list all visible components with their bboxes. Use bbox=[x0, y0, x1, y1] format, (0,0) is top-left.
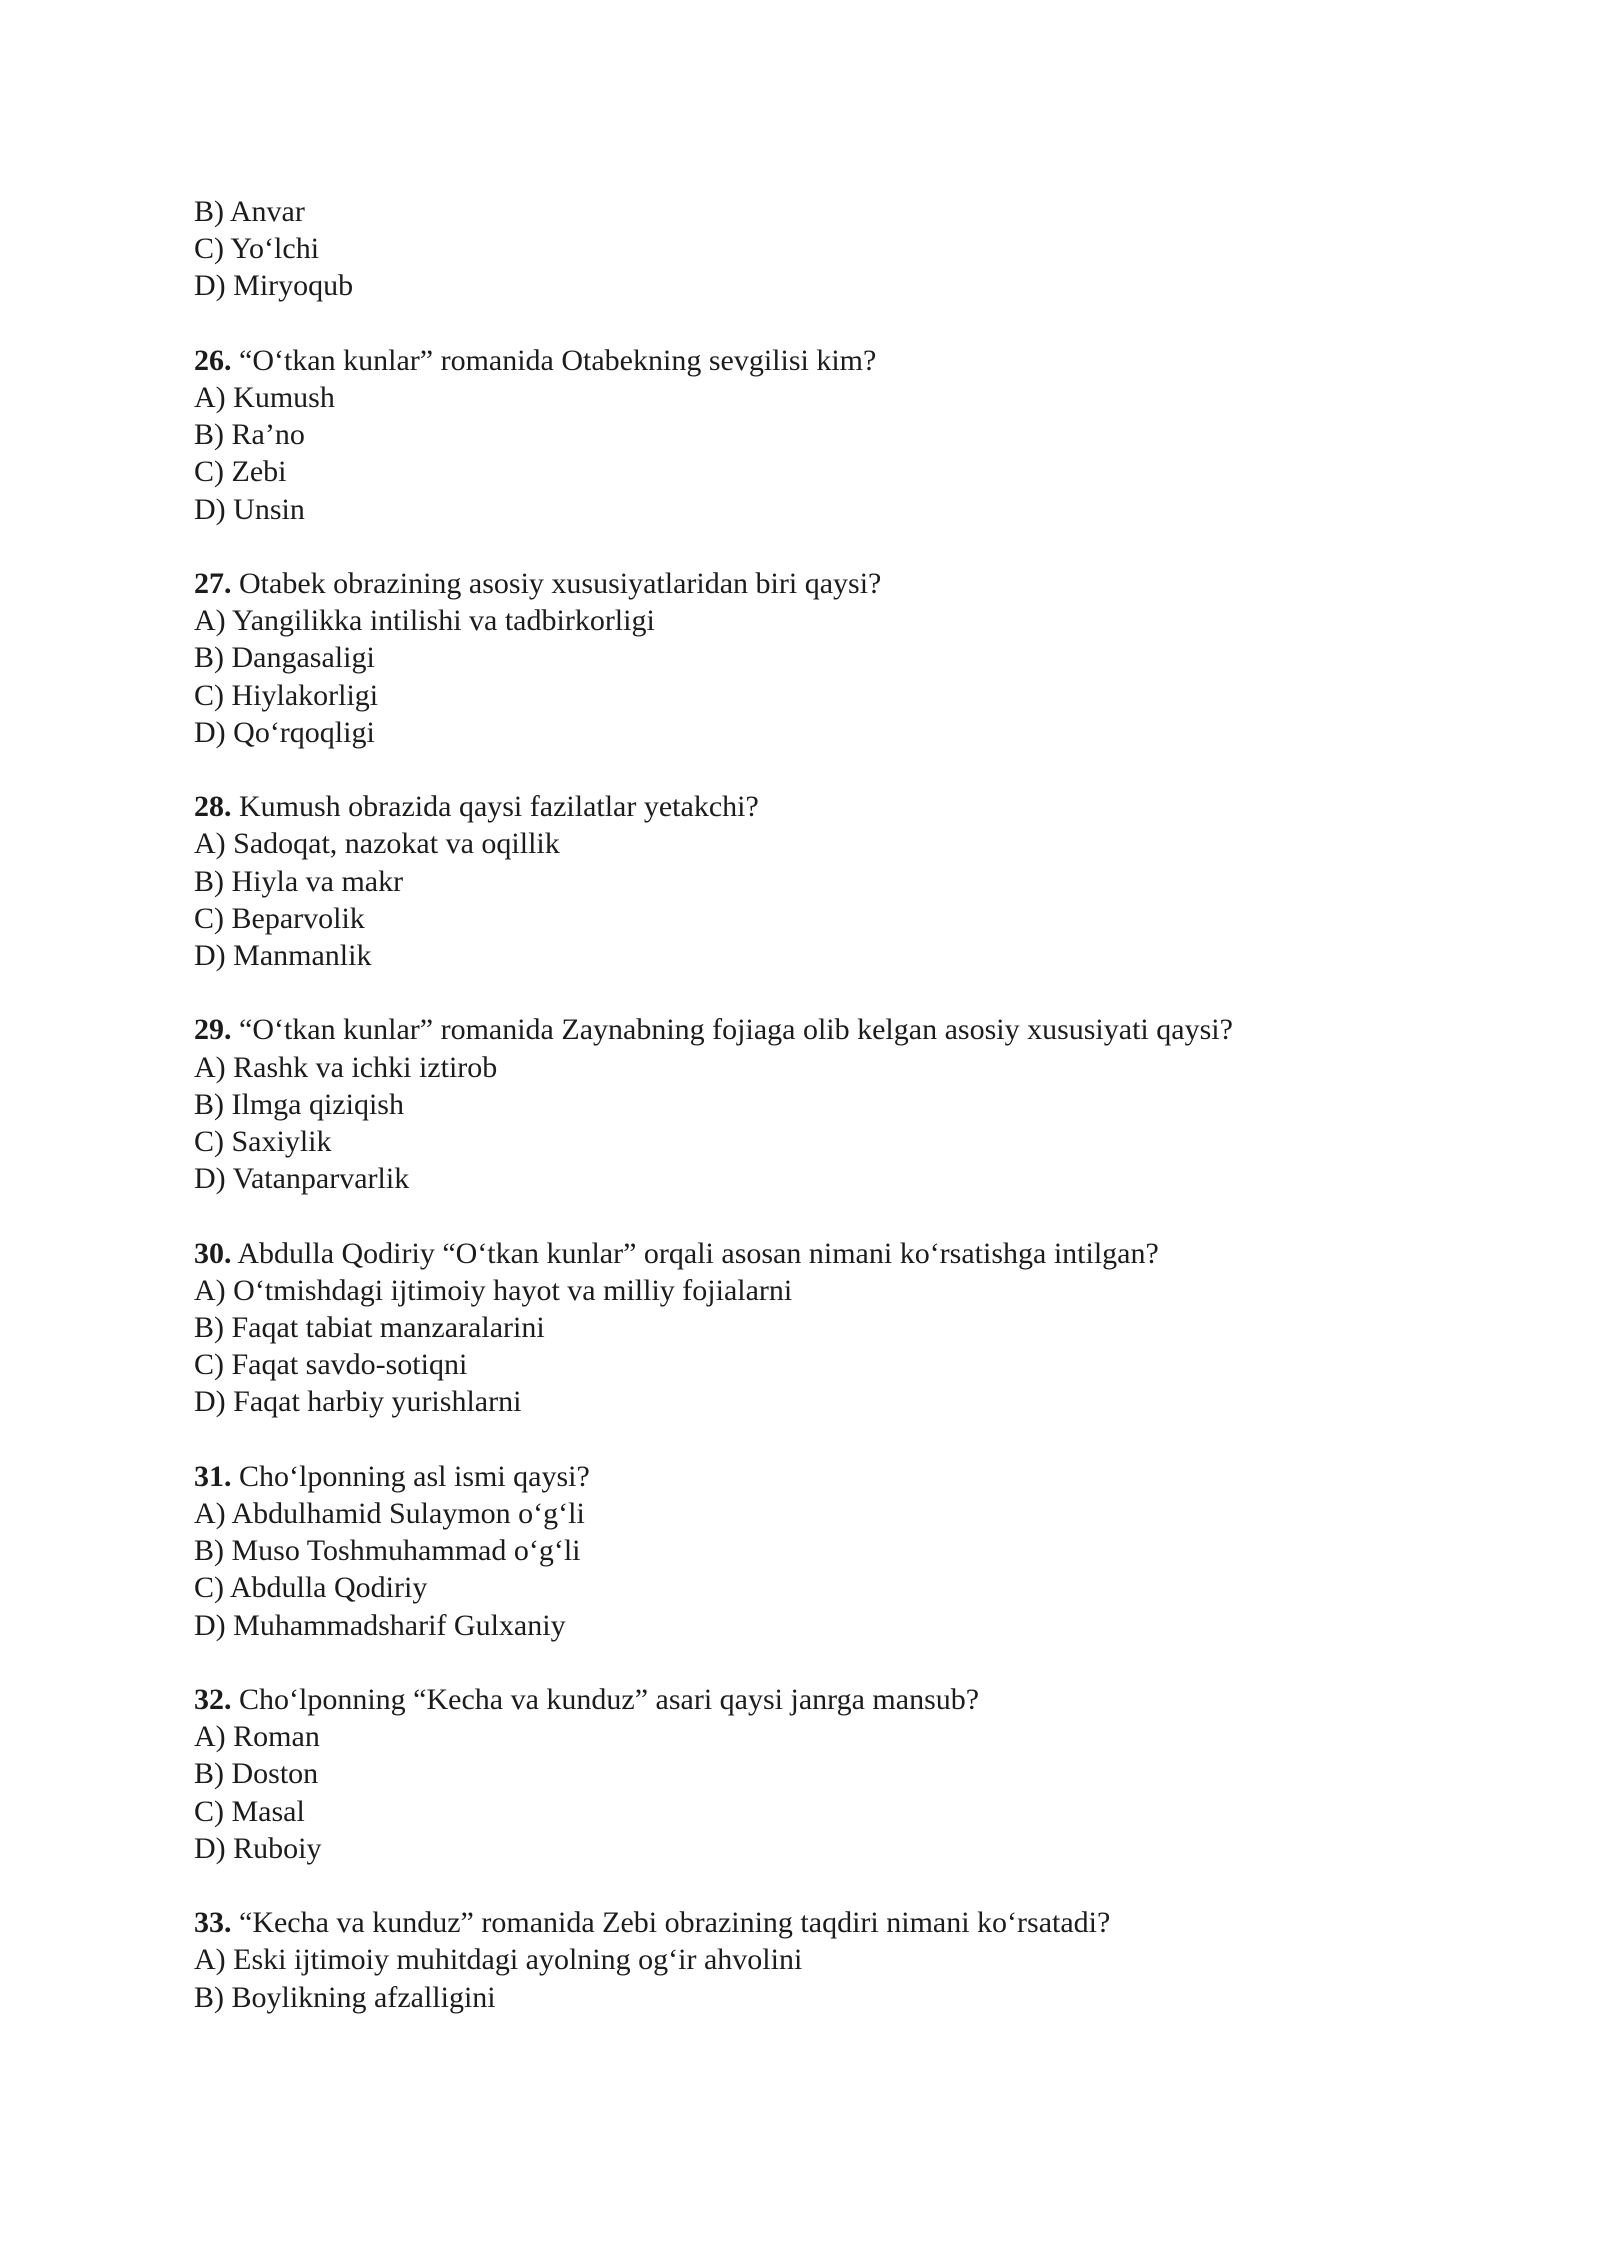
question-block-30 bbox=[194, 1235, 1474, 1421]
answer-option: A) Roman bbox=[194, 1720, 320, 1754]
question-number: 28. bbox=[194, 790, 232, 824]
question-line bbox=[194, 1904, 1474, 1941]
answer-option: B) Faqat tabiat manzaralarini bbox=[194, 1311, 545, 1345]
quiz-content bbox=[194, 193, 1474, 2016]
question-number: 26. bbox=[194, 343, 232, 377]
question-number: 30. bbox=[194, 1236, 232, 1270]
answer-option: C) Abdulla Qodiriy bbox=[194, 1571, 428, 1605]
answer-option: A) Yangilikka intilishi va tadbirkorligi bbox=[194, 604, 655, 638]
question-block-33 bbox=[194, 1904, 1474, 2016]
answer-option: C) Zebi bbox=[194, 455, 287, 489]
question-number: 32. bbox=[194, 1683, 232, 1717]
question-text: “Kecha va kunduz” romanida Zebi obrazining taqdiri nimani ko‘rsatadi? bbox=[239, 1906, 1111, 1940]
question-number: 27. bbox=[194, 567, 232, 600]
question-text: “O‘tkan kunlar” romanida Otabekning sevgilisi kim? bbox=[239, 343, 877, 377]
answer-option: D) Qo‘rqoqligi bbox=[194, 715, 375, 749]
continued-question-block bbox=[194, 193, 1474, 305]
answer-option: B) Anvar bbox=[194, 195, 305, 228]
answer-option: A) Sadoqat, nazokat va oqillik bbox=[194, 827, 560, 861]
question-number: 33. bbox=[194, 1906, 232, 1940]
question-line bbox=[194, 1011, 1474, 1048]
answer-option: D) Vatanparvarlik bbox=[194, 1162, 410, 1196]
question-text: Abdulla Qodiriy “O‘tkan kunlar” orqali asosan nimani ko‘rsatishga intilgan? bbox=[237, 1236, 1159, 1270]
answer-option: C) Masal bbox=[194, 1794, 305, 1828]
answer-option: B) Boylikning afzalligini bbox=[194, 1980, 496, 2014]
question-number: 31. bbox=[194, 1459, 232, 1493]
question-block-29 bbox=[194, 1011, 1474, 1197]
question-block-27 bbox=[194, 565, 1474, 751]
answer-option: D) Manmanlik bbox=[194, 939, 372, 973]
answer-option: C) Saxiylik bbox=[194, 1125, 332, 1159]
answer-option: A) Kumush bbox=[194, 381, 335, 414]
question-text: Kumush obrazida qaysi fazilatlar yetakchi? bbox=[239, 790, 759, 824]
answer-option: A) O‘tmishdagi ijtimoiy hayot va milliy fojialarni bbox=[194, 1273, 793, 1307]
answer-option: D) Faqat harbiy yurishlarni bbox=[194, 1385, 522, 1419]
answer-option: B) Doston bbox=[194, 1757, 319, 1791]
question-block-32 bbox=[194, 1681, 1474, 1867]
answer-option: D) Muhammadsharif Gulxaniy bbox=[194, 1608, 566, 1642]
answer-option: B) Dangasaligi bbox=[194, 641, 375, 675]
answer-option: D) Unsin bbox=[194, 492, 305, 526]
answer-option: B) Muso Toshmuhammad o‘g‘li bbox=[194, 1534, 581, 1568]
question-number: 29. bbox=[194, 1013, 232, 1047]
answer-option: B) Hiyla va makr bbox=[194, 864, 404, 898]
answer-option: A) Rashk va ichki iztirob bbox=[194, 1050, 498, 1084]
question-block-26 bbox=[194, 342, 1474, 528]
answer-option: C) Yo‘lchi bbox=[194, 232, 320, 266]
question-line bbox=[194, 1681, 1474, 1718]
answer-option: A) Abdulhamid Sulaymon o‘g‘li bbox=[194, 1497, 585, 1531]
question-text: “O‘tkan kunlar” romanida Zaynabning fojiaga olib kelgan asosiy xususiyati qaysi? bbox=[239, 1013, 1233, 1047]
question-text: Cho‘lponning asl ismi qaysi? bbox=[239, 1459, 590, 1493]
answer-option: D) Miryoqub bbox=[194, 269, 354, 303]
question-line bbox=[194, 342, 1474, 379]
question-line bbox=[194, 565, 1474, 602]
question-block-28 bbox=[194, 788, 1474, 974]
question-block-31 bbox=[194, 1458, 1474, 1644]
answer-option: C) Beparvolik bbox=[194, 901, 365, 935]
question-text: Otabek obrazining asosiy xususiyatlaridan biri qaysi? bbox=[239, 567, 882, 600]
question-line bbox=[194, 1458, 1474, 1495]
answer-option: C) Hiylakorligi bbox=[194, 678, 379, 712]
question-text: Cho‘lponning “Kecha va kunduz” asari qaysi janrga mansub? bbox=[239, 1683, 980, 1717]
question-line bbox=[194, 788, 1474, 825]
answer-option: B) Ra’no bbox=[194, 418, 305, 452]
question-line bbox=[194, 1235, 1474, 1272]
answer-option: C) Faqat savdo-sotiqni bbox=[194, 1348, 468, 1382]
answer-option: A) Eski ijtimoiy muhitdagi ayolning og‘ir ahvolini bbox=[194, 1943, 803, 1977]
answer-option: D) Ruboiy bbox=[194, 1831, 322, 1865]
answer-option: B) Ilmga qiziqish bbox=[194, 1087, 404, 1121]
